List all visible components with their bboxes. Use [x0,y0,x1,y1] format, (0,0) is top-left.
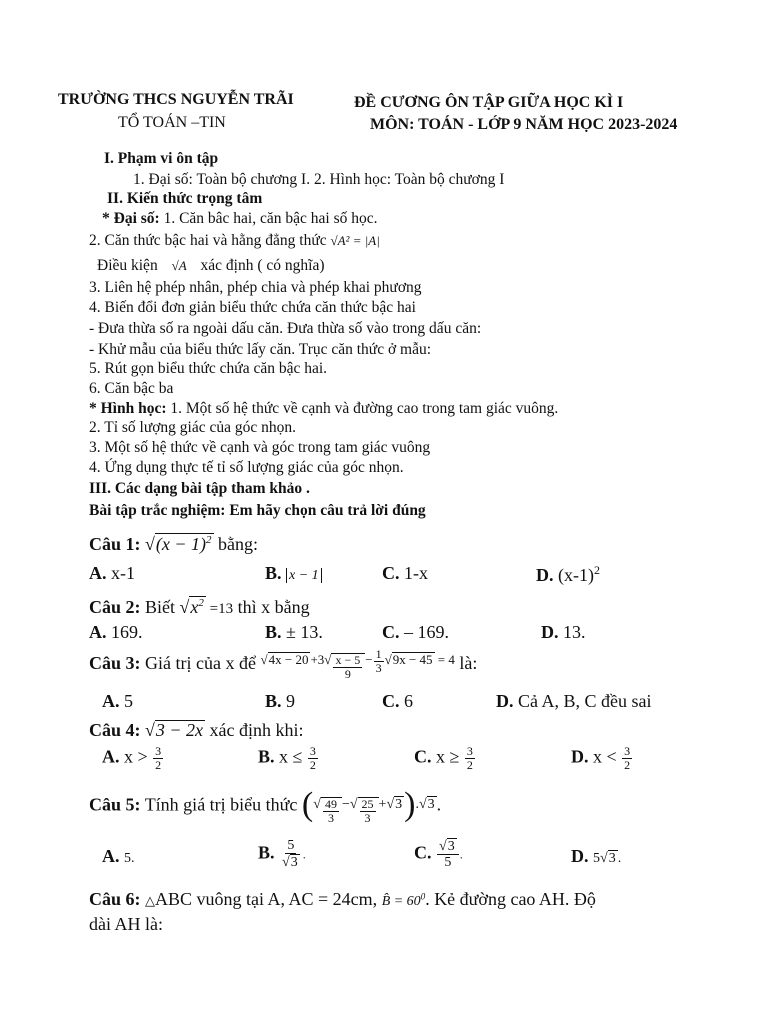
question-5: Câu 5: Tính giá trị biểu thức (√ $\frac{49}{3}$ −√ $\frac{25}{3}$ +√3).√3 . [89,786,442,826]
q3-option-d: D. Cả A, B, C đều sai [496,691,652,711]
knowledge-item-5: 5. Rút gọn biểu thức chứa căn bậc hai. [89,360,328,377]
q1-option-a: A. x-1 [89,563,135,583]
question-1: Câu 1: $√(x - 1)^2$ bằng: [89,534,259,554]
q2-option-d: D. 13. [541,622,586,642]
question-3: Câu 3: Giá trị của x để √4x − 20 +3√ $\frac{x - 5}{9}$ − $\frac{1}{3}$ √9x − 45 = 4 là: [89,647,478,682]
angle-b: B̂ = $60^0$ [381,891,426,909]
knowledge-item-4a: - Đưa thừa số ra ngoài dấu căn. Đưa thừa số vào trong dấu căn: [89,320,482,337]
condition-formula: √A [171,258,187,273]
q5-option-a: A. 5. [102,846,135,866]
school-name: TRƯỜNG THCS NGUYỄN TRÃI [58,91,294,108]
geometry-item-3: 3. Một số hệ thức về cạnh và góc trong tam giác vuông [89,439,431,456]
question-2: Câu 2: Biết $√x^2 =13$ thì x bằng [89,597,310,617]
q4-option-c: C. x ≥ $\frac{3}{2}$ [414,744,473,772]
q5-option-d: D. 5√3 . [571,846,622,866]
geometry-item-4: 4. Ứng dụng thực tế tỉ số lượng giác của góc nhọn. [89,459,404,476]
question-5-label: Câu 5: [89,794,141,815]
question-4: Câu 4: √3 − 2x xác định khi: [89,720,304,740]
geometry-item-2: 2. Tỉ số lượng giác của góc nhọn. [89,419,297,436]
department-name: TỔ TOÁN –TIN [118,114,226,131]
geometry-line [89,400,558,418]
question-6-label: Câu 6: [89,889,141,909]
q2-option-c: C. – 169. [382,622,449,642]
q3-option-b: B. 9 [265,691,296,711]
q2-option-b: B. ± 13. [265,622,323,642]
question-6-line-2: dài AH là: [89,914,163,934]
question-1-tail: bằng: [213,534,259,554]
knowledge-item-4: 4. Biến đổi đơn giản biểu thức chứa căn thức bậc hai [89,299,416,316]
knowledge-item-4b: - Khử mẫu của biểu thức lấy căn. Trục căn thức ở mẫu: [89,341,432,358]
algebra-item-1: 1. Căn bâc hai, căn bậc hai số học. [159,210,378,227]
condition-pre: Điều kiện [97,257,158,274]
q4-option-d: D. x < $\frac{3}{2}$ [571,744,631,772]
identity-formula: √A² = |A| [330,233,380,248]
q4-option-b: B. x ≤ $\frac{3}{2}$ [258,744,316,772]
q1-option-c: C. 1-x [382,563,428,583]
mc-heading: Bài tập trắc nghiệm: Em hãy chọn câu trả lời đúng [89,502,426,519]
geometry-label: * Hình học: [89,400,167,417]
condition-post: xác định ( có nghĩa) [200,257,325,274]
q5-option-c: C. $\frac{√3}{5}$ . [414,839,463,871]
knowledge-item-6: 6. Căn bậc ba [89,380,174,397]
question-3-label: Câu 3: [89,652,141,673]
geometry-item-1: 1. Một số hệ thức về cạnh và đường cao trong tam giác vuông. [166,400,559,417]
q4-option-a: A. x > $\frac{3}{2}$ [102,744,162,772]
question-5-expression: (√ $\frac{49}{3}$ −√ $\frac{25}{3}$ +√3).√3 [301,786,435,826]
question-4-label: Câu 4: [89,720,141,740]
document-subtitle: MÔN: TOÁN - LỚP 9 NĂM HỌC 2023-2024 [370,116,678,133]
algebra-label: * Đại số: [102,210,160,227]
q1-option-b: B. x − 1 [265,563,322,584]
knowledge-item-3: 3. Liên hệ phép nhân, phép chia và phép khai phương [89,279,422,296]
question-1-label: Câu 1: [89,534,141,554]
q3-option-c: C. 6 [382,691,413,711]
knowledge-heading: II. Kiến thức trọng tâm [107,190,263,207]
knowledge-item-2 [89,232,380,250]
question-1-radicand: $(x - 1)^2$ [155,534,212,554]
question-6: Câu 6: △ABC vuông tại A, AC = 24cm, B̂ = $60^0$. Kẻ đường cao AH. Độ [89,889,596,909]
question-2-label: Câu 2: [89,597,141,617]
algebra-line [102,210,377,228]
exercises-heading: III. Các dạng bài tập tham khảo . [89,480,310,497]
q2-option-a: A. 169. [89,622,143,642]
q5-option-b: B. $\frac{5}{√3}$ . [258,838,306,870]
q1-option-d: D. $(x-1)^2$ [536,563,600,585]
q3-option-a: A. 5 [102,691,133,711]
document-title: ĐỀ CƯƠNG ÔN TẬP GIỮA HỌC KÌ I [354,94,624,111]
condition-line [97,257,325,275]
question-3-equation: √4x − 20 +3√ $\frac{x - 5}{9}$ − $\frac{1}{3}$ √9x − 45 = 4 [260,647,455,682]
knowledge-item-2-text: 2. Căn thức bậc hai và hằng đẳng thức [89,232,327,249]
scope-heading: I. Phạm vi ôn tập [104,150,219,167]
scope-line: 1. Đại số: Toàn bộ chương I. 2. Hình học: Toàn bộ chương I [133,171,505,188]
